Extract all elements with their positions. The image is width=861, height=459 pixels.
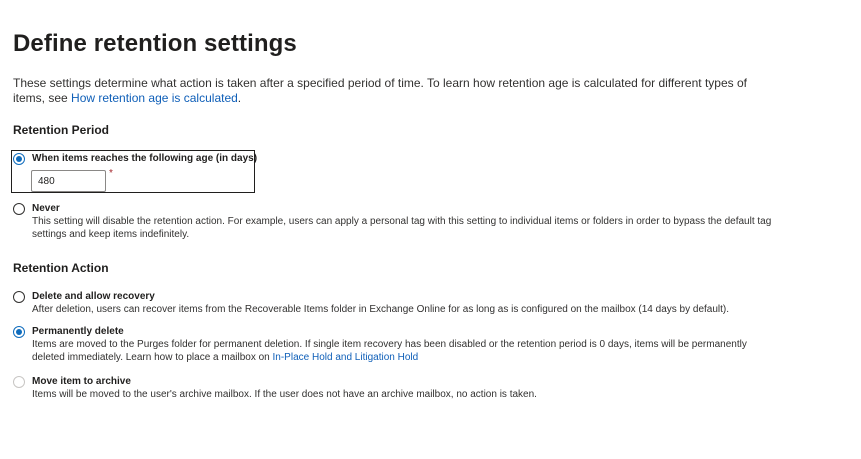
intro-text [13,76,773,106]
radio-button-permanently-delete[interactable] [13,326,25,338]
intro-text-end: . [237,91,242,105]
radio-label-age: When items reaches the following age (in days) [32,153,258,164]
radio-button-age[interactable] [13,153,25,165]
in-place-hold-link[interactable]: In-Place Hold and Litigation Hold [272,352,419,363]
retention-age-link[interactable]: How retention age is calculated [71,91,238,105]
required-marker: * [109,168,113,179]
move-to-archive-description: Items will be moved to the user's archive mailbox. If the user does not have an archive mailbox, no action is taken. [32,389,537,400]
page-title: Define retention settings [13,30,297,57]
radio-button-never[interactable] [13,203,25,215]
age-days-input[interactable] [31,170,106,192]
radio-label-delete-allow-recovery: Delete and allow recovery [32,291,155,302]
delete-allow-recovery-description: After deletion, users can recover items from the Recoverable Items folder in Exchange Online for as long as is configured on the mailbox (14 days by default). [32,304,730,315]
radio-button-move-to-archive[interactable] [13,376,25,388]
radio-label-move-to-archive: Move item to archive [32,376,131,387]
intro-text-body: These settings determine what action is taken after a specified period of time. To learn how retention age is calculated for different types of items, see [13,76,747,105]
retention-period-heading: Retention Period [13,123,110,137]
radio-button-delete-allow-recovery[interactable] [13,291,25,303]
radio-label-never: Never [32,203,60,214]
permanently-delete-description-text: Items are moved to the Purges folder for permanent deletion. If single item recovery has been disabled or the retention period is 0 days, items will be permanently deleted immediately. Learn how to place a mailbox on [32,339,747,363]
retention-action-heading: Retention Action [13,261,109,275]
radio-label-permanently-delete: Permanently delete [32,326,124,337]
permanently-delete-description [32,338,752,364]
never-description: This setting will disable the retention action. For example, users can apply a personal tag with this setting to individual items or folders in order to bypass the default tag settings and keep items indefinitely. [32,216,772,240]
